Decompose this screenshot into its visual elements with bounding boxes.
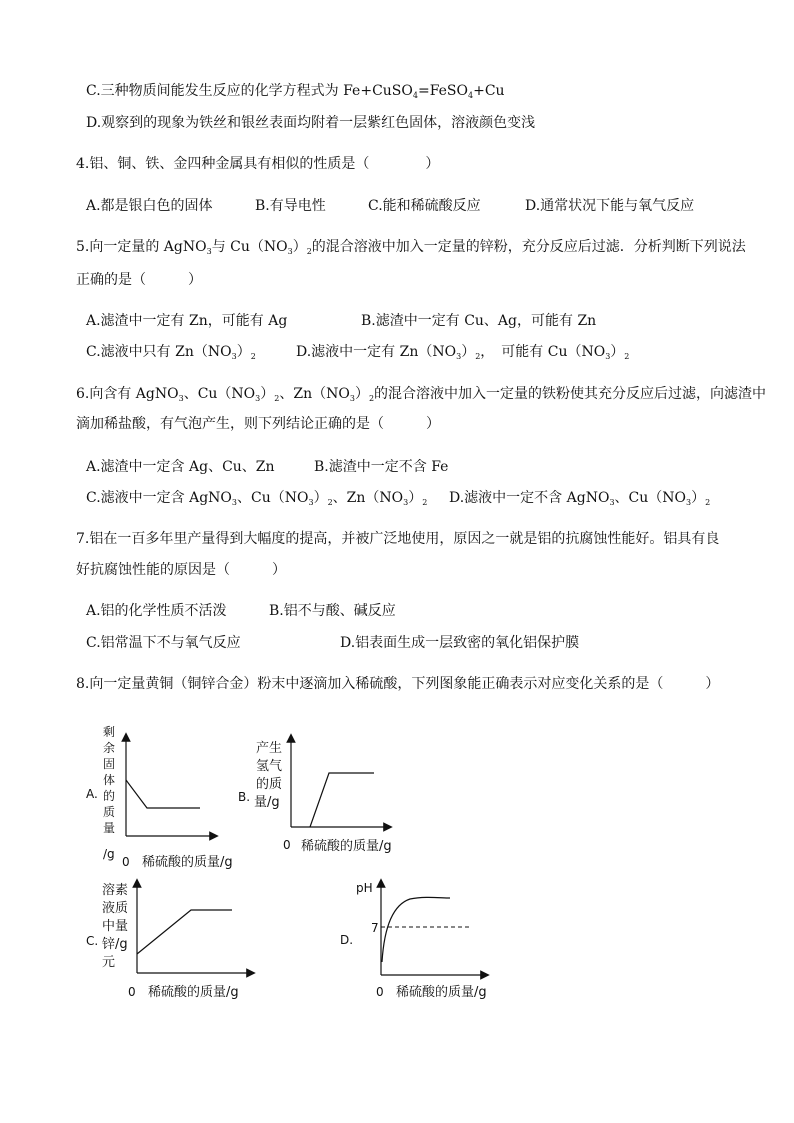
graph-c-ylabel-4: 锌/g bbox=[102, 937, 128, 952]
graph-a-ylabel-2: 余 bbox=[103, 741, 116, 755]
graph-d-ylabel: pH bbox=[356, 881, 373, 895]
q7-option-c: C.铝常温下不与氧气反应 bbox=[86, 635, 241, 651]
graph-b-xlabel: 稀硫酸的质量/g bbox=[301, 839, 392, 854]
graph-a-ylabel-8: /g bbox=[103, 847, 115, 861]
graph-a-option-label: A. bbox=[86, 787, 98, 801]
q7-option-b: B.铝不与酸、碱反应 bbox=[269, 603, 396, 619]
graph-b-ylabel-1: 产生 bbox=[256, 741, 283, 756]
q6-option-c: C.滤液中一定含 AgNO$_3$、$Cu(NO_3)_2$、$Zn(NO_3)_2$ bbox=[86, 490, 428, 507]
q7-option-a: A.铝的化学性质不活泼 bbox=[86, 603, 227, 619]
q3-option-d: D.观察到的现象为铁丝和银丝表面均附着一层紫红色固体，溶液颜色变浅 bbox=[86, 115, 536, 131]
graph-d bbox=[340, 881, 487, 1000]
q5-stem-line2: 正确的是（ ） bbox=[76, 272, 202, 288]
q4-option-a: A.都是银白色的固体 bbox=[86, 198, 213, 214]
graph-a-origin: 0 bbox=[122, 855, 130, 869]
graph-a bbox=[86, 725, 233, 870]
graph-c-xlabel: 稀硫酸的质量/g bbox=[148, 985, 239, 1000]
graph-c-curve bbox=[137, 910, 232, 954]
q5-option-b: B.滤渣中一定有 Cu、Ag，可能有 Zn bbox=[361, 313, 597, 329]
q4-option-b: B.有导电性 bbox=[255, 198, 326, 214]
graph-a-curve bbox=[126, 780, 200, 808]
q4-option-d: D.通常状况下能与氧气反应 bbox=[525, 198, 695, 214]
graph-d-option-label: D. bbox=[340, 933, 354, 947]
q6-option-a: A.滤渣中一定含 Ag、Cu、Zn bbox=[86, 459, 275, 475]
graph-c-ylabel-2: 液质 bbox=[102, 901, 129, 916]
graph-b bbox=[238, 738, 392, 854]
q3-option-c: C.三种物质间能发生反应的化学方程式为 Fe+CuSO$_4$=FeSO$_4$+Cu bbox=[86, 83, 505, 100]
graph-a-ylabel-6: 质 bbox=[103, 805, 116, 819]
q5-option-a: A.滤渣中一定有 Zn，可能有 Ag bbox=[86, 313, 288, 329]
graph-b-origin: 0 bbox=[283, 838, 291, 852]
graph-a-ylabel-4: 体 bbox=[103, 773, 116, 787]
graph-a-xlabel: 稀硫酸的质量/g bbox=[142, 855, 233, 870]
graph-c-option-label: C. bbox=[86, 934, 99, 948]
q8-stem: 8.向一定量黄铜（铜锌合金）粉末中逐滴加入稀硫酸，下列图象能正确表示对应变化关系的是（ ） bbox=[76, 676, 720, 692]
q4-option-c: C.能和稀硫酸反应 bbox=[368, 198, 481, 214]
graph-c-ylabel-5: 元 bbox=[102, 955, 116, 970]
graph-c bbox=[86, 882, 251, 1000]
graph-d-curve bbox=[382, 897, 450, 962]
graph-d-tick-7: 7 bbox=[371, 921, 379, 935]
q7-option-d: D.铝表面生成一层致密的氧化铝保护膜 bbox=[340, 635, 580, 651]
q4-stem: 4.铝、铜、铁、金四种金属具有相似的性质是（ ） bbox=[76, 156, 440, 172]
graph-b-ylabel-2: 氢气 bbox=[256, 759, 283, 774]
q6-stem-line1: 6.向含有 AgNO$_3$、$Cu(NO_3)_2$、$Zn(NO_3)_2$的混合溶液中加入一定量的铁粉使其充分反应后过滤，向滤渣中 bbox=[76, 386, 767, 403]
graph-b-ylabel-4: 量/g bbox=[254, 795, 280, 810]
graph-a-ylabel-7: 量 bbox=[103, 821, 116, 835]
graph-b-option-label: B. bbox=[238, 790, 251, 804]
q5-option-d: D.滤液中一定有 $Zn(NO_3)_2$， 可能有 $Cu(NO_3)_2$ bbox=[296, 344, 630, 361]
q7-stem-line2: 好抗腐蚀性能的原因是（ ） bbox=[76, 562, 286, 578]
graph-d-origin: 0 bbox=[376, 985, 384, 999]
q7-stem-line1: 7.铝在一百多年里产量得到大幅度的提高，并被广泛地使用，原因之一就是铝的抗腐蚀性能好。铝具有良 bbox=[76, 531, 720, 547]
q5-option-c: C.滤液中只有 $Zn(NO_3)_2$ bbox=[86, 344, 256, 361]
graph-d-xlabel: 稀硫酸的质量/g bbox=[396, 985, 487, 1000]
graph-c-origin: 0 bbox=[128, 985, 136, 999]
q6-stem-line2: 滴加稀盐酸，有气泡产生，则下列结论正确的是（ ） bbox=[76, 416, 440, 432]
graph-c-ylabel-1: 溶素 bbox=[102, 883, 129, 898]
graph-c-ylabel-3: 中量 bbox=[102, 919, 129, 934]
graph-a-ylabel-3: 固 bbox=[103, 757, 116, 771]
q6-option-b: B.滤渣中一定不含 Fe bbox=[314, 459, 449, 475]
graph-a-ylabel-1: 剩 bbox=[103, 725, 116, 739]
graph-b-curve bbox=[310, 773, 374, 827]
q5-stem-line1: 5.向一定量的 AgNO$_3$与 $Cu(NO_3)_2$的混合溶液中加入一定量的锌粉，充分反应后过滤．分析判断下列说法 bbox=[76, 239, 746, 256]
graph-a-ylabel-5: 的 bbox=[103, 789, 116, 803]
graph-b-ylabel-3: 的质 bbox=[256, 777, 283, 792]
q6-option-d: D.滤液中一定不含 AgNO$_3$、$Cu(NO_3)_2$ bbox=[449, 490, 711, 507]
